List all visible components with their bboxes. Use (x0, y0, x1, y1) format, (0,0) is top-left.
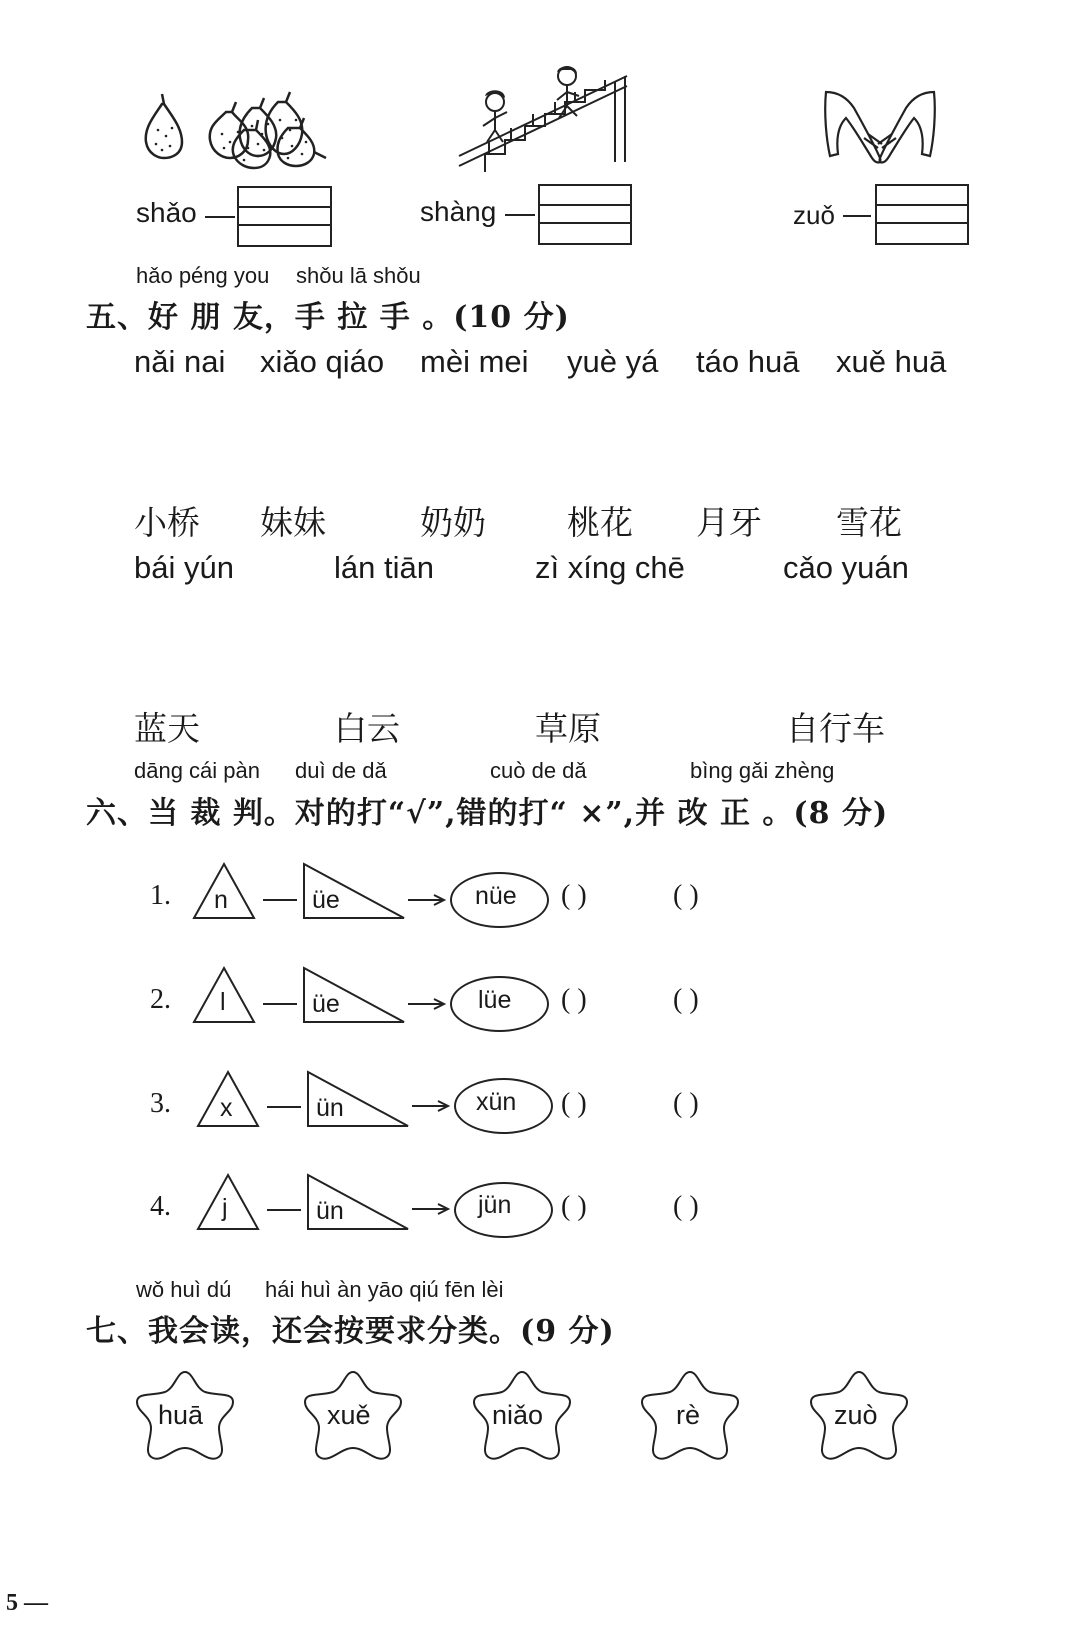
arrow-icon (408, 997, 448, 1011)
pears-icon (140, 90, 340, 170)
final-letters: üe (312, 990, 340, 1018)
section-6-title: 六、当 裁 判。对的打“√”,错的打“ ×”,并 改 正 。(8 分) (86, 796, 889, 831)
result-syllable: nüe (475, 882, 517, 910)
ruby-wo-hui-du: wǒ huì dú (136, 1277, 232, 1302)
ruby-shou-la-shou: shǒu lā shǒu (296, 263, 421, 288)
initial-letter: n (214, 886, 228, 914)
star-syllable[interactable]: zuò (834, 1400, 878, 1430)
ruby-dui-de-da: duì de dǎ (295, 758, 387, 783)
answer-paren-1[interactable]: ( ) (561, 984, 587, 1015)
writing-box-2[interactable] (538, 184, 632, 245)
dash (267, 1209, 301, 1211)
pinyin-bai-yun: bái yún (134, 550, 234, 585)
star-syllable[interactable]: niǎo (492, 1400, 544, 1430)
item-number: 4. (150, 1191, 171, 1222)
arrow-icon (408, 893, 448, 907)
hanzi-zi-xing-che[interactable]: 自行车 (786, 709, 885, 748)
arrow-icon (412, 1099, 452, 1113)
hanzi-yue-ya[interactable]: 月牙 (696, 503, 762, 542)
section-5-title: 五、好 朋 友，手 拉 手 。(10 分) (86, 300, 570, 335)
star-syllable[interactable]: rè (676, 1400, 701, 1430)
ruby-bing-gai-zheng: bìng gǎi zhèng (690, 758, 835, 783)
hanzi-xiao-qiao[interactable]: 小桥 (134, 503, 200, 542)
answer-paren-1[interactable]: ( ) (561, 880, 587, 911)
pinyin-shao: shǎo (136, 197, 197, 228)
star-syllable[interactable]: xuě (327, 1400, 371, 1430)
pinyin-zuo: zuǒ (793, 200, 835, 230)
writing-box-3[interactable] (875, 184, 969, 245)
pinyin-xiao-qiao: xiǎo qiáo (260, 344, 385, 379)
answer-paren-2[interactable]: ( ) (673, 984, 699, 1015)
pinyin-nai-nai: nǎi nai (134, 344, 226, 379)
initial-letter: x (220, 1094, 233, 1122)
item-number: 1. (150, 880, 171, 911)
pinyin-cao-yuan: cǎo yuán (783, 550, 909, 585)
answer-paren-2[interactable]: ( ) (673, 1191, 699, 1222)
hanzi-bai-yun[interactable]: 白云 (334, 709, 400, 748)
answer-paren-2[interactable]: ( ) (673, 880, 699, 911)
item-number: 2. (150, 984, 171, 1015)
kids-climbing-stairs-icon (455, 62, 635, 172)
dash (843, 215, 871, 217)
hanzi-lan-tian[interactable]: 蓝天 (134, 709, 200, 748)
hands-icon (820, 88, 940, 170)
result-syllable: jün (478, 1191, 512, 1219)
pinyin-mei-mei: mèi mei (420, 344, 529, 379)
hanzi-tao-hua[interactable]: 桃花 (567, 503, 633, 542)
answer-paren-1[interactable]: ( ) (561, 1191, 587, 1222)
writing-box-1[interactable] (237, 186, 332, 247)
triangle-icon (196, 1173, 260, 1231)
final-letters: ün (316, 1197, 344, 1225)
page-number: 5 — (6, 1590, 48, 1616)
pinyin-zi-xing-che: zì xíng chē (535, 550, 685, 585)
hanzi-mei-mei[interactable]: 妹妹 (260, 503, 326, 542)
dash (505, 214, 535, 216)
hanzi-cao-yuan[interactable]: 草原 (535, 709, 601, 748)
pinyin-lan-tian: lán tiān (334, 550, 434, 585)
ruby-hai-hui-an-yao-qiu-fen-lei: hái huì àn yāo qiú fēn lèi (265, 1277, 504, 1302)
result-syllable: xün (476, 1088, 517, 1116)
pinyin-shang: shàng (420, 196, 497, 227)
hanzi-nai-nai[interactable]: 奶奶 (420, 503, 486, 542)
final-letters: ün (316, 1094, 344, 1122)
dash (263, 1003, 297, 1005)
answer-paren-1[interactable]: ( ) (561, 1088, 587, 1119)
ruby-cuo-de-da: cuò de dǎ (490, 758, 587, 783)
section-7-title: 七、我会读，还会按要求分类。(9 分) (86, 1314, 615, 1349)
arrow-icon (412, 1202, 452, 1216)
ruby-dang-cai-pan: dāng cái pàn (134, 758, 260, 783)
answer-paren-2[interactable]: ( ) (673, 1088, 699, 1119)
hanzi-xue-hua[interactable]: 雪花 (836, 503, 902, 542)
pinyin-yue-ya: yuè yá (567, 344, 659, 379)
initial-letter: j (222, 1194, 228, 1222)
pinyin-tao-hua: táo huā (696, 344, 800, 379)
initial-letter: l (220, 988, 226, 1016)
item-number: 3. (150, 1088, 171, 1119)
ruby-hao-peng-you: hǎo péng you (136, 263, 270, 288)
dash (267, 1106, 301, 1108)
dash (263, 899, 297, 901)
result-syllable: lüe (478, 986, 512, 1014)
star-syllable[interactable]: huā (158, 1400, 204, 1430)
dash (205, 216, 235, 218)
pinyin-xue-hua: xuě huā (836, 344, 947, 379)
final-letters: üe (312, 886, 340, 914)
